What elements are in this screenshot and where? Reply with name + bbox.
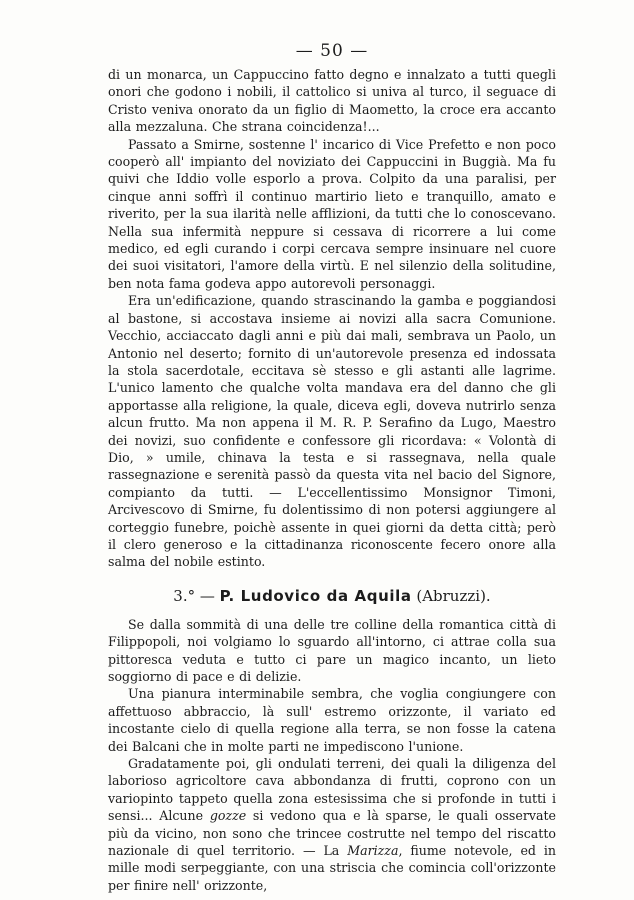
book-page — [108, 40, 556, 894]
paragraph-top-3: Era un'edificazione, quando strascinando la gamba e poggiandosi al bastone, si accostava insieme ai novizi alla sacra Comunione. Vecchio, acciaccato dagli anni e più dai mali, sembrava un Paolo, un Antonio nel deserto; fornito di un'autorevole presenza ed indossata la stola sacerdotale, eccitava sè stesso e gli astanti alle lagrime. L'unico lamento che qualche volta mandava era del danno che gli apportasse alla religione, la quale, diceva egli, doveva nutrirlo senza alcun frutto. Ma non appena il M. R. P. Serafino da Lugo, Maestro dei novizi, suo confidente e confessore gli ricordava: « Volontà di Dio, » umile, chinava la testa e si rassegnava, nella quale rassegnazione e serenità passò da questa vita nel bacio del Signore, compianto da tutti. — L'eccellentissimo Monsignor Timoni, Arcivescovo di Smirne, fu dolentissimo di non potersi aggiungere al corteggio funebre, poichè assente in quei giorni da detta città; però il clero generoso e la cittadinanza riconoscente fecero onore alla salma del nobile estinto. — [108, 293, 556, 570]
section-region: (Abruzzi). — [416, 586, 491, 605]
page-number: — 50 — — [295, 41, 369, 61]
paragraph-top-1: di un monarca, un Cappuccino fatto degno e innalzato a tutti quegli onori che godono i nobili, il cattolico si univa al turco, il seguace di Cristo veniva onorato da un figlio di Maometto, la croce era accanto alla mezzaluna. Che strana coincidenza!... — [108, 67, 556, 135]
paragraph-bottom-3-part-1: Gradatamente poi, gli ondulati terreni, dei quali la diligenza del laborioso agricoltore cava abbondanza di frutti, coprono con un variopinto tappeto quella zona estesissima che si profonde in tutti i sensi... Alcune — [108, 756, 556, 824]
paragraph-bottom-1: Se dalla sommità di una delle tre colline della romantica città di Filippopoli, noi volgiamo lo sguardo all'intorno, ci attrae colla sua pittoresca veduta e tutto ci pare un magico incanto, un lieto soggiorno di pace e di delizie. — [108, 616, 556, 684]
section-title: P. Ludovico da Aquila — [219, 586, 412, 605]
section-number: 3.° — — [173, 586, 215, 605]
paragraph-top-2: Passato a Smirne, sostenne l' incarico di Vice Prefetto e non poco cooperò all' impianto del noviziato dei Cappuccini in Buggià. Ma fu quivi che Iddio volle esporlo a prova. Colpito da una paralisi, per cinque anni soffrì il continuo martirio lieto e tranquillo, amato e riverito, per la sua ilarità nelle afflizioni, da tutti che lo conoscevano. Nella sua infermità neppure si cessava di ricorrere a lui come medico, ed egli curando i corpi cercava sempre insinuare nel cuore dei suoi visitatori, l'amore della virtù. E nel silenzio della solitudine, ben nota fama godeva appo autorevoli personaggi. — [108, 136, 556, 291]
paragraph-bottom-3 — [108, 755, 556, 894]
paragraph-bottom-3-part-3: , fiume notevole, ed in mille modi serpeggiante, con una striscia che comincia coll'orizzonte per finire nell' orizzonte, — [108, 843, 557, 893]
marizza-river-name: Marizza — [347, 843, 399, 859]
section-heading — [108, 586, 556, 606]
paragraph-bottom-3-part-2: si vedono qua e là sparse, le quali osservate più da vicino, non sono che trincee costrutte nel tempo del riscatto nazionale di quel territorio. — La — [108, 808, 556, 859]
gozze-term: gozze — [209, 808, 247, 824]
paragraph-bottom-2: Una pianura interminabile sembra, che voglia congiungere con affettuoso abbraccio, là sull' estremo orizzonte, il variato ed incostante cielo di quella regione alla terra, se non fosse la catena dei Balcani che in molte parti ne impediscono l'unione. — [108, 686, 556, 754]
